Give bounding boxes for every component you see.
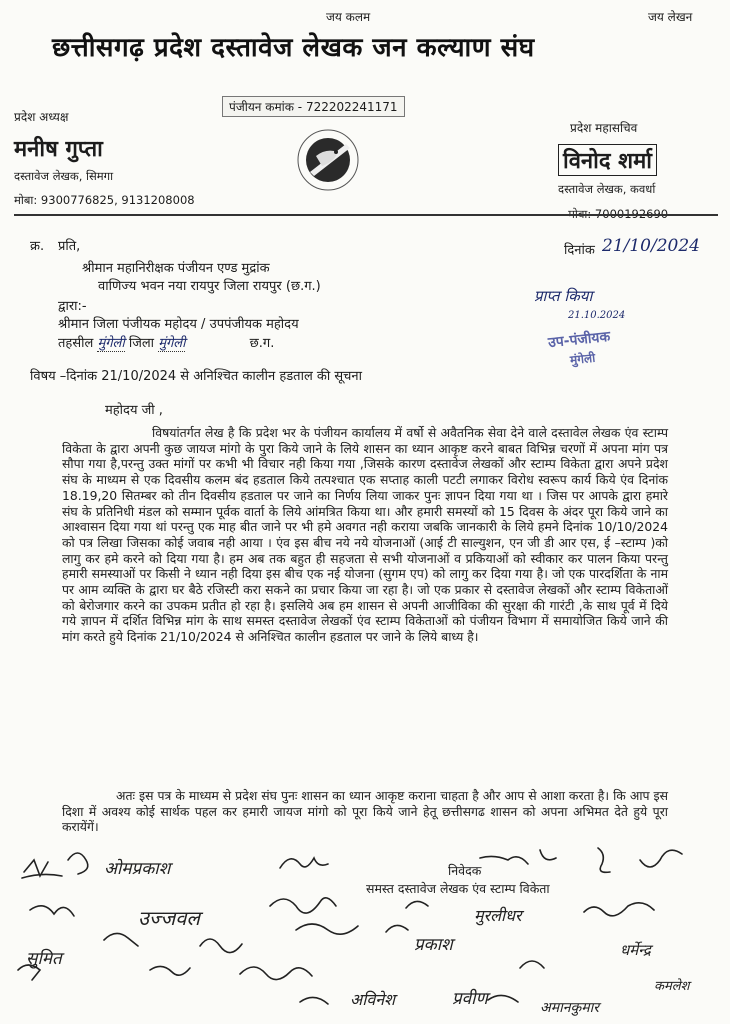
- nivedak-label: निवेदक: [448, 863, 482, 878]
- body-paragraph: विषयांतर्गत लेख है कि प्रदेश भर के पंजीयन कार्यालय में वर्षो से अवैतनिक सेवा देने वाले दस्तावेल लेखक एंव स्टाम्प विकेता के द्वारा अपनी कुछ जायज मांगो के पुरा किये जाने के लिये शासन का ध्यान आकृष्ट करने बाबत विभिन्न चरणों में अपना मांग पत्र सौपा गया है,परन्तु उक्त मांगों पर कभी भी विचार नही किया गया ,जिसके कारण दस्तावेज लेखकों और स्टाम्प विकेता द्वारा अपने प्रदेश संघ के माध्यम से एक दिवसीय कलम बंद हडताल किये तत्पश्चात एक सप्ताह काली पटटी लगाकर विरोध स्वरूप कार्य किये एंव दिनांक 18.19,20 सितम्बर को तीन दिवसीय हडताल पर जाने का निर्णय लिया जाकर पुनः ज्ञापन दिया गया था । जिस पर आपके द्वारा हमारे संघ के प्रतिनिधी मंडल को सम्मान पूर्वक वार्ता के लिये आंमत्रित किया था। और हमारी समस्यों को 15 दिवस के अंदर पूरा किये जाने का आश्वासन दिया गया थां परन्तु एक माह बीत जाने पर भी हमे अवगत नही कराया जबकि जानकारी के लिये हमने दिनांक 10/10/2024 को पत्र लिखा जिसका कोई जवाब नही आया । एंव इस बीच नये नये योजनाओं (आई टी साल्युशन, एन जी डी आर एस, ई –स्टाम्प )को लागु कर हमे करने को दिया गया है। हम अब तक बहुत ही सहजता से सभी योजनाओं व प्रकियाओं को स्वीकार कर पालन किया परन्तु हमारी समस्याओं पर किसी ने ध्यान नही दिया इस बीच एक नई योजना (सुगम एप) को लागु कर दिया गया है। जो एक पारदर्शिता के नाम पर आम व्यक्ति के द्वारा घर बैठे रजिस्टी करा सकने का प्रचार किया जा रहा है। जो एक प्रकार से दस्तावेज लेखकों और स्टाम्प विकेताओं को बेरोजगार करने का उपकम प्रतीत हो रहा है। इसलिये अब हम शासन से अपनी आजीविका की सुरक्षा की गारंटी ,के साथ पूर्व में दिये गये ज्ञापन में दर्शित विभिन्न मांग के साथ समस्त दस्तावेज लेखकों एंव स्टाम्प विकेताओं को पंजीयन विभाग में समायोजित किये जाने की मांग करते हुये दिनांक 21/10/2024 से अनिश्चित कालीन हडताल पर जाने के लिये बाध्य है।: [62, 425, 668, 645]
- signature-scribbles: [0, 840, 730, 1024]
- reference-number-label: क्र.: [30, 239, 45, 254]
- signature: कमलेश: [654, 979, 690, 994]
- left-mobile: मोबा: 9300776825, 9131208008: [14, 193, 195, 207]
- via-line-2: [58, 333, 274, 351]
- stamp-office: उप-पंजीयक: [547, 328, 611, 352]
- signature: मुरलीधर: [474, 906, 522, 925]
- closing-paragraph-block: [62, 788, 668, 835]
- stamp-received: प्राप्त किया: [534, 287, 593, 305]
- signature: अविनेश: [350, 990, 396, 1009]
- signature: उज्जवल: [138, 906, 200, 930]
- organization-title: छत्तीसगढ़ प्रदेश दस्तावेज लेखक जन कल्याण संघ: [52, 33, 535, 63]
- tehsil-label: तहसील: [58, 336, 94, 351]
- header-divider: [14, 214, 718, 216]
- state-label: छ.ग.: [249, 336, 275, 351]
- left-desc: दस्तावेज लेखक, सिमगा: [14, 169, 114, 183]
- subject-line: विषय –दिनांक 21/10/2024 से अनिश्चित कालीन हडताल की सूचना: [30, 369, 363, 384]
- date-handwritten: 21/10/2024: [602, 236, 700, 256]
- signature: प्रकाश: [414, 935, 453, 955]
- addressee-line-2: वाणिज्य भवन नया रायपुर जिला रायपुर (छ.ग.): [98, 279, 321, 294]
- signature: अमानकुमार: [540, 1000, 599, 1016]
- signature: सुमित: [26, 949, 62, 969]
- salutation: महोदय जी ,: [105, 403, 163, 418]
- letter-body: [62, 425, 668, 645]
- applicants-label: समस्त दस्तावेज लेखक एंव स्टाम्प विकेता: [366, 881, 550, 896]
- stamp-place: मुंगेली: [569, 350, 596, 368]
- top-center-slogan: जय कलम: [326, 10, 371, 24]
- receipt-stamp: [528, 286, 678, 374]
- signature: ओमप्रकाश: [104, 859, 171, 879]
- date-label: दिनांक: [564, 243, 595, 258]
- left-role: प्रदेश अध्यक्ष: [14, 110, 69, 124]
- registration-number: पंजीयन कमांक - 722202241171: [222, 96, 405, 117]
- stamp-date: 21.10.2024: [568, 310, 626, 321]
- signature: प्रवीण: [452, 989, 488, 1009]
- addressee-line-1: श्रीमान महानिरीक्षक पंजीयन एण्ड मुद्रांक: [82, 261, 270, 276]
- top-right-slogan: जय लेखन: [648, 10, 693, 24]
- left-name: मनीष गुप्ता: [14, 137, 103, 162]
- closing-paragraph: अतः इस पत्र के माध्यम से प्रदेश संघ पुनः शासन का ध्यान आकृष्ट कराना चाहता है और आप से आशा करता है। कि आप इस दिशा में अवश्य कोई सार्थक पहल कर हमारी जायज मांगो को पूरा किये जाने हेतू छत्तीसगढ शासन को अपना अभिमत देते हुये पूरा करायेंगें।: [62, 788, 668, 835]
- dwara-label: द्वारा:-: [58, 299, 87, 314]
- via-line-1: श्रीमान जिला पंजीयक महोदय / उपपंजीयक महोदय: [58, 317, 299, 332]
- right-role: प्रदेश महासचिव: [570, 121, 638, 135]
- right-name: विनोद शर्मा: [558, 144, 657, 176]
- right-desc: दस्तावेज लेखक, कवर्धा: [558, 182, 656, 196]
- signature: धर्मेन्द्र: [620, 941, 651, 959]
- prati-label: प्रति,: [58, 239, 81, 254]
- pen-emblem-icon: [288, 120, 368, 200]
- district-label: जिला: [128, 336, 155, 351]
- tehsil-value: मुंगेली: [97, 336, 125, 351]
- district-value: मुंगेली: [158, 336, 186, 351]
